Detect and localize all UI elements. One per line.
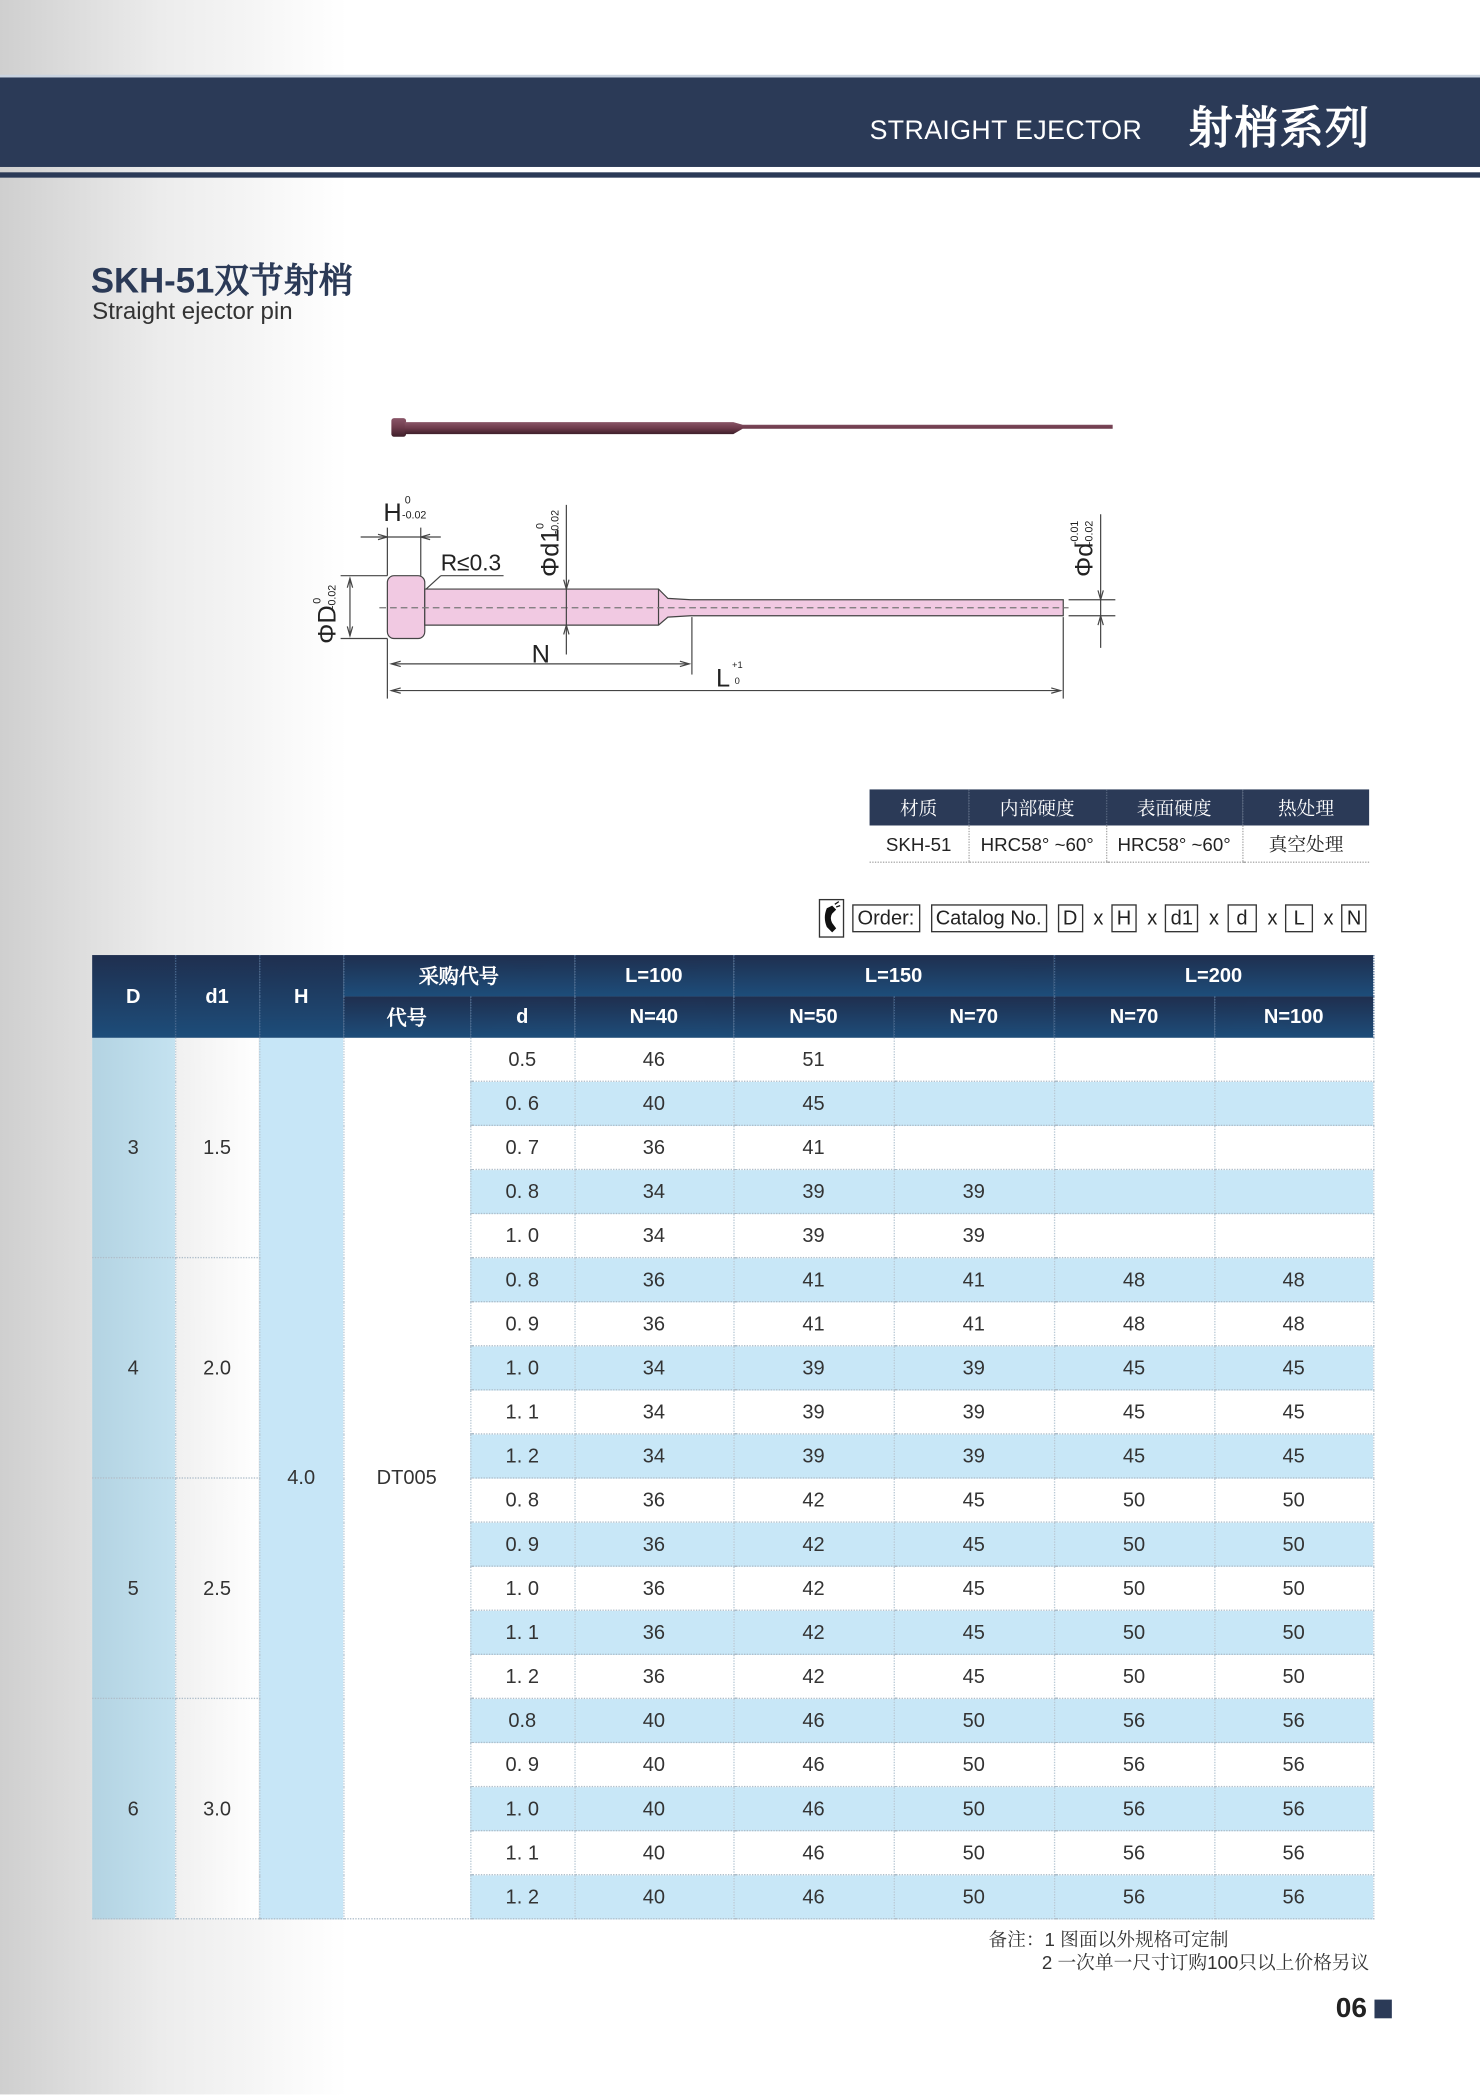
cell-value: 42 xyxy=(733,1566,893,1610)
cell-d: 0. 9 xyxy=(470,1302,574,1346)
cell-D: 5 xyxy=(92,1478,175,1698)
cell-value: 39 xyxy=(733,1169,893,1213)
cell-value: 50 xyxy=(1214,1478,1373,1522)
cell-value: 46 xyxy=(733,1742,893,1786)
cell-d: 1. 1 xyxy=(470,1390,574,1434)
header-L150: L=150 xyxy=(733,955,1054,996)
header-N: N=40 xyxy=(574,996,733,1037)
cell-value: 45 xyxy=(1054,1434,1214,1478)
header-L100: L=100 xyxy=(574,955,733,996)
note-line-1: 备注：1 图面以外规格可定制 xyxy=(988,1928,1229,1951)
label-R: R≤0.3 xyxy=(440,549,502,576)
surface-hardness-header: 表面硬度 xyxy=(1106,789,1242,825)
cell-d: 1. 1 xyxy=(470,1610,574,1654)
cell-value: 39 xyxy=(894,1346,1054,1390)
cell-value xyxy=(1054,1081,1214,1125)
cell-value: 48 xyxy=(1054,1302,1214,1346)
cell-d: 0. 7 xyxy=(470,1125,574,1169)
cell-d1: 2.5 xyxy=(175,1478,259,1698)
cell-value: 34 xyxy=(574,1346,733,1390)
cell-value: 56 xyxy=(1054,1875,1214,1919)
pin-photo xyxy=(391,418,1112,437)
header-d1: d1 xyxy=(175,955,259,1038)
cell-value: 39 xyxy=(894,1214,1054,1258)
cell-value xyxy=(1214,1038,1373,1081)
cell-value: 41 xyxy=(733,1302,893,1346)
cell-value: 50 xyxy=(1214,1566,1373,1610)
cell-value: 50 xyxy=(894,1875,1054,1919)
cell-value: 50 xyxy=(1054,1566,1214,1610)
note-line-2: 2 一次单一尺寸订购100只以上价格另议 xyxy=(1041,1951,1370,1973)
phone-icon xyxy=(819,899,844,938)
cell-value: 40 xyxy=(574,1787,733,1831)
cell-value xyxy=(1214,1125,1373,1169)
cell-value: 46 xyxy=(733,1698,893,1742)
material-header: 材质 xyxy=(870,789,969,825)
cell-value xyxy=(1054,1169,1214,1213)
cell-value xyxy=(1214,1081,1373,1125)
cell-value: 34 xyxy=(574,1169,733,1213)
cell-value: 39 xyxy=(733,1434,893,1478)
cell-value: 34 xyxy=(574,1434,733,1478)
order-field-d1: d1 xyxy=(1165,904,1198,932)
cell-value: 50 xyxy=(894,1787,1054,1831)
material-value: SKH-51 xyxy=(870,825,969,862)
cell-d: 0. 9 xyxy=(470,1522,574,1566)
core-hardness-header: 内部硬度 xyxy=(968,789,1106,825)
header-N: N=70 xyxy=(1054,996,1214,1037)
cell-code: DT005 xyxy=(343,1038,470,1919)
cell-d: 0.5 xyxy=(470,1038,574,1081)
label-H-tol-upper: 0 xyxy=(404,494,411,507)
heat-treatment-header: 热处理 xyxy=(1242,789,1369,825)
header-L200: L=200 xyxy=(1054,955,1373,996)
cell-value: 50 xyxy=(894,1831,1054,1875)
cell-value: 39 xyxy=(894,1434,1054,1478)
separator: x xyxy=(1147,906,1158,930)
cell-value: 45 xyxy=(894,1566,1054,1610)
cell-d: 1. 0 xyxy=(470,1566,574,1610)
cell-d: 1. 1 xyxy=(470,1831,574,1875)
cell-value: 56 xyxy=(1214,1698,1373,1742)
label-d-tol-lower: -0.02 xyxy=(1083,520,1096,545)
cell-d: 0.8 xyxy=(470,1698,574,1742)
label-d: Φd xyxy=(1070,542,1099,578)
material-table xyxy=(870,789,1370,862)
cell-value: 41 xyxy=(894,1258,1054,1302)
cell-value: 50 xyxy=(1214,1522,1373,1566)
cell-value: 36 xyxy=(574,1610,733,1654)
header-title-cn: 射梢系列 xyxy=(1188,102,1371,153)
cell-value: 36 xyxy=(574,1258,733,1302)
label-d-tol-upper: -0.01 xyxy=(1068,520,1081,545)
heat-treatment-value: 真空处理 xyxy=(1242,825,1369,862)
cell-value: 34 xyxy=(574,1390,733,1434)
order-label: Order: xyxy=(852,904,919,932)
label-L-tol-lower: 0 xyxy=(734,675,740,686)
separator: x xyxy=(1267,906,1278,930)
cell-value: 45 xyxy=(894,1522,1054,1566)
cell-value: 50 xyxy=(1054,1610,1214,1654)
cell-value: 46 xyxy=(733,1787,893,1831)
cell-H: 4.0 xyxy=(259,1038,343,1919)
cell-value: 42 xyxy=(733,1522,893,1566)
cell-value: 46 xyxy=(733,1831,893,1875)
cell-value: 34 xyxy=(574,1214,733,1258)
order-field-H: H xyxy=(1111,904,1136,932)
cell-value: 45 xyxy=(733,1081,893,1125)
cell-value: 40 xyxy=(574,1875,733,1919)
cell-value: 42 xyxy=(733,1478,893,1522)
separator: x xyxy=(1323,906,1334,930)
cell-value: 45 xyxy=(894,1478,1054,1522)
header-code: 代号 xyxy=(343,996,470,1037)
cell-value: 48 xyxy=(1214,1302,1373,1346)
surface-hardness-value: HRC58° ~60° xyxy=(1106,825,1242,862)
cell-value: 56 xyxy=(1214,1787,1373,1831)
cell-value: 36 xyxy=(574,1522,733,1566)
cell-value: 50 xyxy=(1054,1522,1214,1566)
page-number: 06 xyxy=(1335,1992,1367,2024)
spec-table xyxy=(92,955,1374,1919)
cell-value: 48 xyxy=(1214,1258,1373,1302)
cell-value: 45 xyxy=(1214,1434,1373,1478)
cell-value: 56 xyxy=(1054,1698,1214,1742)
order-field-N: N xyxy=(1341,904,1366,932)
header-purchase-code: 采购代号 xyxy=(343,955,574,996)
cell-value: 42 xyxy=(733,1610,893,1654)
label-H-tol-lower: -0.02 xyxy=(402,509,427,522)
header-D: D xyxy=(92,955,175,1038)
cell-d: 1. 0 xyxy=(470,1214,574,1258)
page-number-marker xyxy=(1374,2000,1391,2019)
product-title: SKH-51双节射梢 xyxy=(90,260,354,301)
cell-value: 46 xyxy=(574,1038,733,1081)
cell-value: 36 xyxy=(574,1566,733,1610)
product-subtitle: Straight ejector pin xyxy=(92,297,293,325)
cell-value: 39 xyxy=(733,1214,893,1258)
cell-value: 39 xyxy=(733,1346,893,1390)
cell-value xyxy=(894,1038,1054,1081)
cell-d1: 2.0 xyxy=(175,1258,259,1478)
cell-d: 0. 9 xyxy=(470,1742,574,1786)
cell-d: 0. 8 xyxy=(470,1478,574,1522)
cell-value: 50 xyxy=(1214,1610,1373,1654)
label-H: H xyxy=(383,498,402,527)
header-title-en: STRAIGHT EJECTOR xyxy=(869,116,1143,146)
order-field-D: D xyxy=(1058,904,1083,932)
cell-value xyxy=(894,1125,1054,1169)
catalog-no-box: Catalog No. xyxy=(930,904,1047,932)
cell-value: 41 xyxy=(894,1302,1054,1346)
cell-value: 50 xyxy=(894,1742,1054,1786)
cell-value xyxy=(1054,1125,1214,1169)
cell-d1: 1.5 xyxy=(175,1038,259,1258)
cell-value xyxy=(894,1081,1054,1125)
cell-value: 45 xyxy=(1054,1346,1214,1390)
cell-D: 6 xyxy=(92,1698,175,1918)
label-d1-tol-upper: 0 xyxy=(534,523,547,529)
cell-value: 50 xyxy=(894,1698,1054,1742)
notes xyxy=(988,1929,1369,1974)
cell-value: 41 xyxy=(733,1258,893,1302)
cell-value: 40 xyxy=(574,1742,733,1786)
label-N: N xyxy=(531,640,550,669)
header-d: d xyxy=(470,996,574,1037)
cell-value: 39 xyxy=(894,1390,1054,1434)
cell-d1: 3.0 xyxy=(175,1698,259,1918)
cell-value: 45 xyxy=(1054,1390,1214,1434)
cell-value: 45 xyxy=(1214,1346,1373,1390)
cell-value: 56 xyxy=(1054,1787,1214,1831)
cell-value: 40 xyxy=(574,1698,733,1742)
label-D: ΦD xyxy=(313,605,342,644)
cell-value: 46 xyxy=(733,1875,893,1919)
cell-value xyxy=(1214,1169,1373,1213)
cell-value: 56 xyxy=(1214,1831,1373,1875)
pin-diagram xyxy=(0,0,1480,748)
cell-value: 39 xyxy=(894,1169,1054,1213)
order-field-d: d xyxy=(1227,904,1257,932)
cell-d: 0. 8 xyxy=(470,1169,574,1213)
cell-D: 4 xyxy=(92,1258,175,1478)
cell-value xyxy=(1054,1214,1214,1258)
cell-value: 48 xyxy=(1054,1258,1214,1302)
cell-value: 41 xyxy=(733,1125,893,1169)
label-L-tol-upper: +1 xyxy=(731,659,743,670)
separator: x xyxy=(1093,906,1104,930)
header-N: N=100 xyxy=(1214,996,1373,1037)
cell-value: 56 xyxy=(1054,1742,1214,1786)
cell-value: 42 xyxy=(733,1654,893,1698)
cell-value: 40 xyxy=(574,1831,733,1875)
cell-value: 56 xyxy=(1214,1742,1373,1786)
header-N: N=50 xyxy=(733,996,893,1037)
cell-value xyxy=(1054,1038,1214,1081)
cell-value: 36 xyxy=(574,1302,733,1346)
cell-d: 1. 2 xyxy=(470,1875,574,1919)
header-N: N=70 xyxy=(894,996,1054,1037)
cell-value: 36 xyxy=(574,1654,733,1698)
cell-d: 1. 0 xyxy=(470,1787,574,1831)
label-d1-tol-lower: -0.02 xyxy=(549,509,562,535)
cell-value: 56 xyxy=(1054,1831,1214,1875)
cell-value: 51 xyxy=(733,1038,893,1081)
order-field-L: L xyxy=(1286,904,1313,932)
label-D-tol-upper: 0 xyxy=(311,597,324,604)
label-D-tol-lower: -0.02 xyxy=(326,584,339,610)
table-row xyxy=(92,1038,1373,1081)
cell-value: 45 xyxy=(1214,1390,1373,1434)
cell-value: 40 xyxy=(574,1081,733,1125)
cell-value xyxy=(1214,1214,1373,1258)
cell-value: 45 xyxy=(894,1610,1054,1654)
order-format xyxy=(819,899,1372,938)
cell-d: 1. 0 xyxy=(470,1346,574,1390)
spec-table-body xyxy=(92,1038,1373,1919)
cell-value: 36 xyxy=(574,1478,733,1522)
label-L: L xyxy=(715,664,731,693)
cell-value: 45 xyxy=(894,1654,1054,1698)
cell-d: 0. 6 xyxy=(470,1081,574,1125)
cell-value: 56 xyxy=(1214,1875,1373,1919)
cell-d: 1. 2 xyxy=(470,1654,574,1698)
cell-value: 50 xyxy=(1054,1478,1214,1522)
label-d1: Φd1 xyxy=(536,528,565,578)
cell-value: 50 xyxy=(1214,1654,1373,1698)
core-hardness-value: HRC58° ~60° xyxy=(968,825,1106,862)
cell-value: 50 xyxy=(1054,1654,1214,1698)
header-H: H xyxy=(259,955,343,1038)
cell-d: 1. 2 xyxy=(470,1434,574,1478)
cell-d: 0. 8 xyxy=(470,1258,574,1302)
cell-value: 36 xyxy=(574,1125,733,1169)
separator: x xyxy=(1208,906,1220,930)
cell-D: 3 xyxy=(92,1038,175,1258)
cell-value: 39 xyxy=(733,1390,893,1434)
